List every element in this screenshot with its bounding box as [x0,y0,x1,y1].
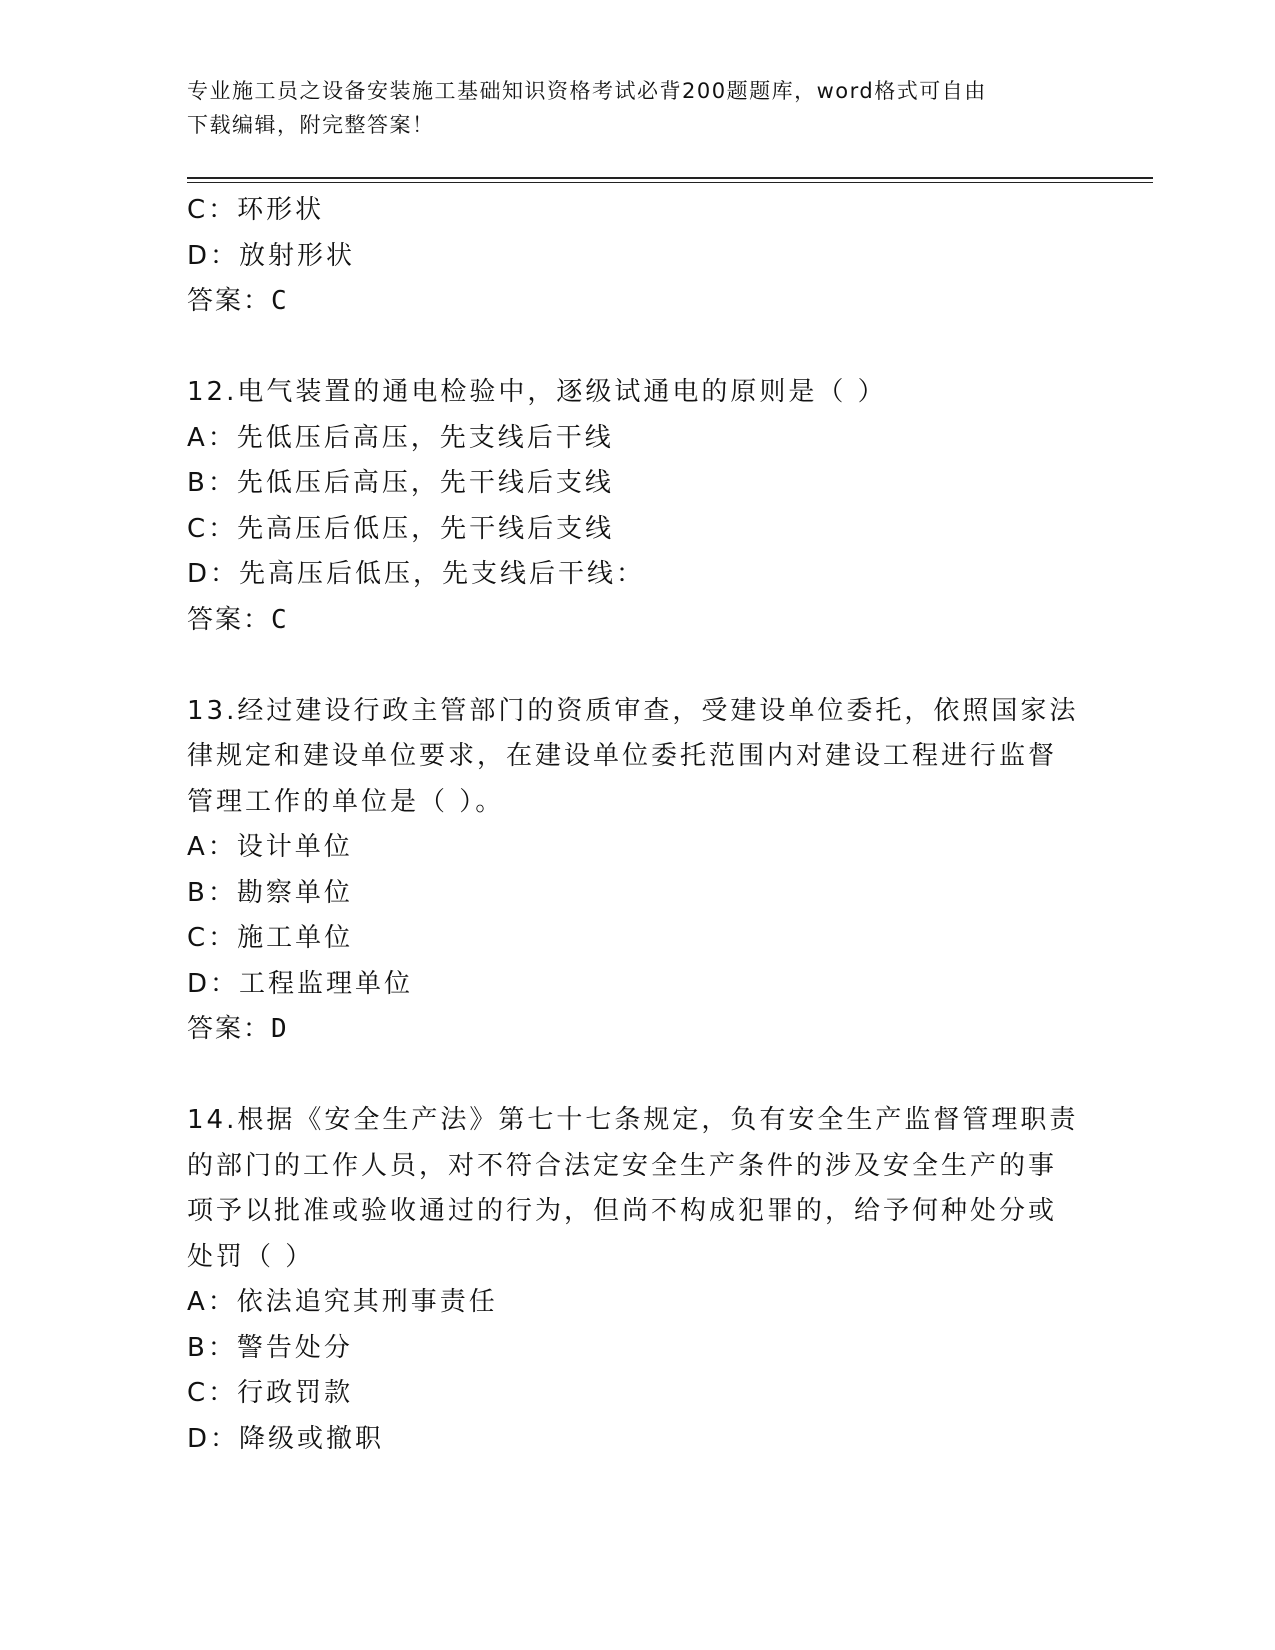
question-text-line-1: 14.根据《安全生产法》第七十七条规定，负有安全生产监督管理职责 [187,1105,1079,1135]
answer-line: 答案：C [187,604,289,635]
option-c: C：环形状 [187,195,325,225]
previous-question-tail [187,188,1087,325]
header-line-1: 专业施工员之设备安装施工基础知识资格考试必背200题题库，word格式可自由 [187,79,987,103]
question-text: 12.电气装置的通电检验中，逐级试通电的原则是（ ） [187,377,887,407]
question-text-line-1: 13.经过建设行政主管部门的资质审查，受建设单位委托，依照国家法 [187,695,1079,726]
question-text-line-2: 律规定和建设单位要求，在建设单位委托范围内对建设工程进行监督 [187,741,1058,771]
option-d: D：先高压后低压，先支线后干线： [187,559,646,589]
question-text-line-2: 的部门的工作人员，对不符合法定安全生产条件的涉及安全生产的事 [187,1150,1058,1181]
option-d: D：降级或撤职 [187,1423,385,1454]
header-divider [187,177,1153,183]
header-line-2: 下载编辑，附完整答案！ [187,113,435,137]
answer-line: 答案：C [187,286,289,316]
spacer [187,325,1087,371]
spacer [187,1053,1087,1099]
option-d: D：工程监理单位 [187,968,414,999]
question-12 [187,370,1087,643]
question-text-line-4: 处罚（ ） [187,1241,315,1272]
option-a: A：设计单位 [187,832,353,862]
option-c: C：行政罚款 [187,1378,354,1408]
document-header [187,74,1067,142]
option-a: A：先低压后高压，先支线后干线 [187,422,614,453]
spacer [187,643,1087,689]
question-text-line-3: 管理工作的单位是（ ）。 [187,786,505,817]
option-c: C：施工单位 [187,923,354,953]
answer-line: 答案：D [187,1014,289,1044]
option-a: A：依法追究其刑事责任 [187,1287,498,1317]
option-b: B：警告处分 [187,1332,353,1363]
question-14 [187,1098,1087,1462]
question-text-line-3: 项予以批准或验收通过的行为，但尚不构成犯罪的，给予何种处分或 [187,1196,1058,1226]
option-b: B：先低压后高压，先干线后支线 [187,468,614,498]
option-d: D：放射形状 [187,240,356,271]
option-b: B：勘察单位 [187,877,353,908]
option-c: C：先高压后低压，先干线后支线 [187,513,615,544]
question-13 [187,689,1087,1053]
question-content [187,188,1087,1462]
